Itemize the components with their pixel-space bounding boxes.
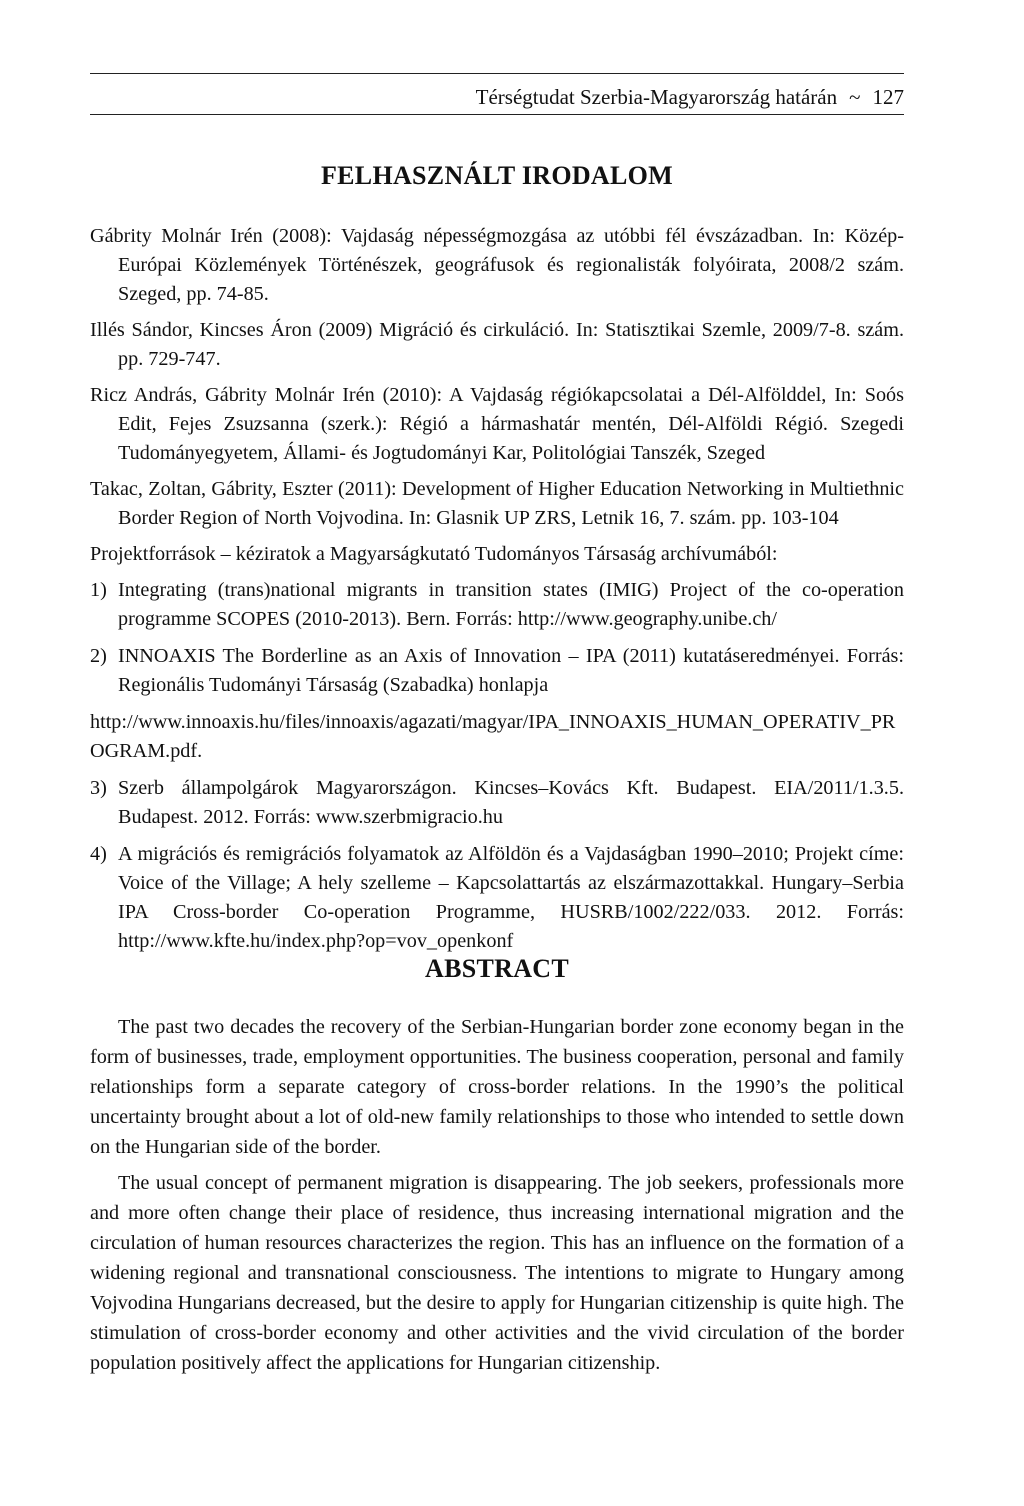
- reference-entry: Gábrity Molnár Irén (2008): Vajdaság népességmozgása az utóbbi fél évszázadban. In: Közép-Európai Közlemények Történészek, geográfusok és regionalisták folyóirata, 2008/2 szám. Szeged, pp. 74-85.: [90, 225, 904, 305]
- running-title: Térségtudat Szerbia-Magyarország határán: [475, 85, 838, 109]
- abstract-title: ABSTRACT: [425, 954, 569, 983]
- abstract-paragraph: The past two decades the recovery of the Serbian-Hungarian border zone economy began in the form of businesses, trade, employment opportunities. The business cooperation, personal and family relationships form a separate category of cross-border relations. In the 1990’s the political uncertainty brought about a lot of old-new family relationships to those who intended to settle down on the Hungarian side of the border.: [90, 1016, 904, 1158]
- project-number: 4): [90, 843, 107, 865]
- project-text: Szerb állampolgárok Magyarországon. Kincses–Kovács Kft. Budapest. EIA/2011/1.3.5. Budapest. 2012. Forrás: www.szerbmigracio.hu: [118, 777, 904, 828]
- project-item: [90, 576, 904, 634]
- header-separator: ~: [849, 85, 861, 109]
- references-list: [90, 222, 904, 964]
- projects-intro: Projektforrások – kéziratok a Magyarságkutató Tudományos Társaság archívumából:: [90, 543, 778, 565]
- innoaxis-url: http://www.innoaxis.hu/files/innoaxis/agazati/magyar/IPA_INNOAXIS_HUMAN_OPERATIV_PROGRAM.pdf.: [90, 711, 896, 762]
- project-text: INNOAXIS The Borderline as an Axis of Innovation – IPA (2011) kutatáseredményei. Forrás: Regionális Tudományi Társaság (Szabadka) honlapja: [118, 645, 904, 696]
- project-number: 2): [90, 645, 107, 667]
- reference-entry: Ricz András, Gábrity Molnár Irén (2010): A Vajdaság régiókapcsolatai a Dél-Alfölddel, In: Soós Edit, Fejes Zsuzsanna (szerk.): Régió a hármashatár mentén, Dél-Alföldi Régió. Szegedi Tudományegyetem, Állami- és Jogtudományi Kar, Politológiai Tanszék, Szeged: [90, 384, 904, 464]
- reference-entry: Illés Sándor, Kincses Áron (2009) Migráció és cirkuláció. In: Statisztikai Szemle, 2009/7-8. szám. pp. 729-747.: [90, 319, 904, 370]
- page-number: 127: [872, 85, 904, 109]
- header-rule: [90, 73, 904, 74]
- project-text: Integrating (trans)national migrants in transition states (IMIG) Project of the co-operation programme SCOPES (2010-2013). Bern. Forrás: http://www.geography.unibe.ch/: [118, 579, 904, 630]
- project-number: 1): [90, 579, 107, 601]
- project-item: [90, 774, 904, 832]
- project-text: A migrációs és remigrációs folyamatok az Alföldön és a Vajdaságban 1990–2010; Projekt címe: Voice of the Village; A hely szelleme – Kapcsolattartás az elszármazottakkal. Hungary–Serbia IPA Cross-border Co-operation Programme, HUSRB/1002/222/033. 2012. Forrás: http://www.kfte.hu/index.php?op=vov_openkonf: [118, 843, 904, 952]
- abstract-body: [90, 1012, 904, 1384]
- references-title: FELHASZNÁLT IRODALOM: [320, 161, 674, 190]
- project-number: 3): [90, 777, 107, 799]
- running-head: [90, 84, 904, 115]
- project-item: [90, 840, 904, 956]
- abstract-paragraph: The usual concept of permanent migration is disappearing. The job seekers, professionals more and more often change their place of residence, thus increasing international migration and the circulation of human resources characterizes the region. This has an influence on the formation of a widening regional and transnational consciousness. The intentions to migrate to Hungary among Vojvodina Hungarians decreased, but the desire to apply for Hungarian citizenship is quite high. The stimulation of cross-border economy and other activities and the vivid circulation of the border population positively affect the applications for Hungarian citizenship.: [90, 1172, 904, 1374]
- project-item: [90, 642, 904, 700]
- reference-entry: Takac, Zoltan, Gábrity, Eszter (2011): Development of Higher Education Networking in Multiethnic Border Region of North Vojvodina. In: Glasnik UP ZRS, Letnik 16, 7. szám. pp. 103-104: [90, 478, 904, 529]
